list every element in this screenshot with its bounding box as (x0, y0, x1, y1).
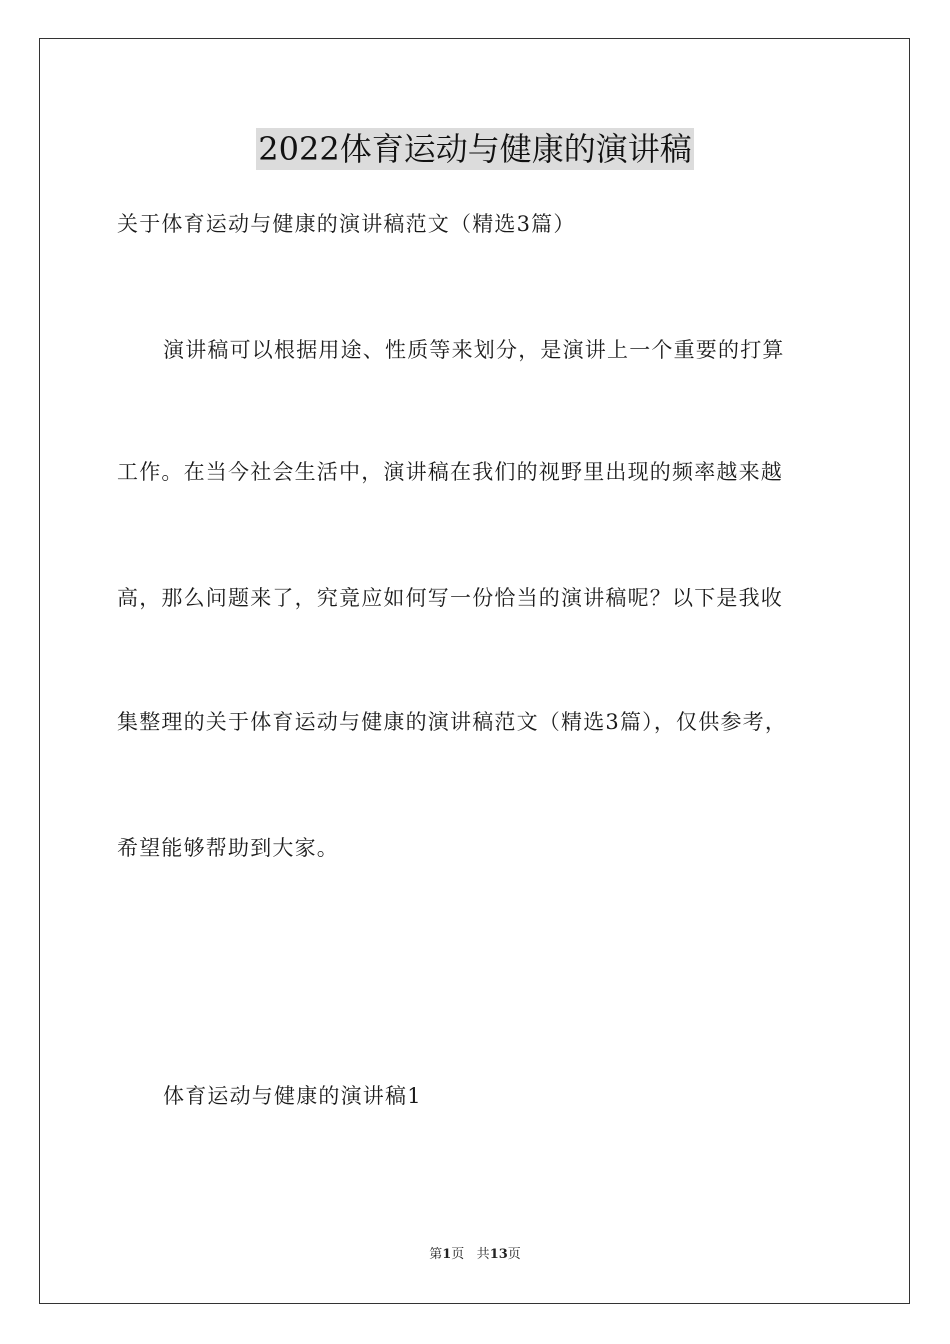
footer-total-pages: 13 (489, 1247, 508, 1262)
title-container (0, 128, 950, 170)
paragraph-line-2: 工作。在当今社会生活中，演讲稿在我们的视野里出现的频率越来越 (117, 460, 783, 484)
footer-page-number: 1 (442, 1247, 452, 1262)
paragraph-line-5: 希望能够帮助到大家。 (117, 836, 339, 860)
paragraph-line-1: 演讲稿可以根据用途、性质等来划分，是演讲上一个重要的打算 (163, 338, 785, 362)
footer-total-suffix: 页 (507, 1247, 521, 1262)
document-subtitle: 关于体育运动与健康的演讲稿范文（精选3篇） (117, 212, 576, 236)
footer-page-suffix: 页 (451, 1247, 465, 1262)
paragraph-line-3: 高，那么问题来了，究竟应如何写一份恰当的演讲稿呢？以下是我收 (117, 586, 783, 610)
page-footer (0, 1246, 950, 1264)
paragraph-line-4: 集整理的关于体育运动与健康的演讲稿范文（精选3篇），仅供参考， (117, 710, 788, 734)
document-title: 2022体育运动与健康的演讲稿 (258, 130, 692, 168)
footer-page-prefix: 第 (429, 1247, 443, 1262)
section-heading: 体育运动与健康的演讲稿1 (163, 1084, 422, 1108)
footer-total-prefix: 共 (476, 1247, 490, 1262)
